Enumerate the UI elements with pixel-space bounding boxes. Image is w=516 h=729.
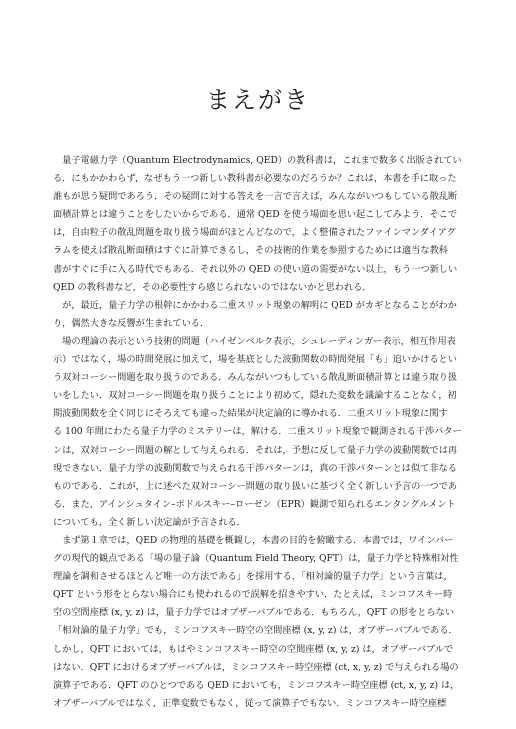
text-line: いをしたい．双対コーシー問題を取り扱うことにより初めて，隠れた変数を議論することなく，初 xyxy=(53,390,457,402)
page-title: まえがき xyxy=(206,86,310,114)
text-line: しかし，QFT においては，もはやミンコフスキー時空の空間座標 (x, y, z) は，オブザーバブルで xyxy=(53,643,454,655)
text-line: まず第１章では，QED の物理的基礎を概観し，本書の目的を俯瞰する．本書では，ワインバー xyxy=(53,534,454,546)
text-line: ものである．これが，上に述べた双対コーシー問題の取り扱いに基づく全く新しい予言の一つであ xyxy=(53,480,458,492)
text-line: 演算子である．QFT のひとつである QED においても，ミンコフスキー時空座標 (ct, x, y, z) は， xyxy=(53,679,460,691)
text-line: ラムを使えば散乱断面積はすぐに計算できるし，その技術的作業を参照するためには適当な教科 xyxy=(53,245,448,257)
preface-body xyxy=(53,152,463,713)
text-line: る．また，アインシュタイン–ポドルスキー–ローゼン（EPR）観測で知られるエンタングルメント xyxy=(53,498,456,510)
text-line: は，自由粒子の散乱問題を取り扱う場面がほとんどなので，よく整備されたファインマンダイアグ xyxy=(53,227,456,239)
text-line: 「相対論的量子力学」でも，ミンコフスキー時空の空間座標 (x, y, z) は，オブザーバブルである． xyxy=(53,625,458,637)
text-line: QED の教科書など，その必要性すら感じられないのではないかと思われる． xyxy=(53,281,372,293)
text-line: 理論を調和させるほとんど唯一の方法である」を採用する．「相対論的量子力学」という言葉は， xyxy=(53,571,453,583)
text-line: 空の空間座標 (x, y, z) は，量子力学ではオブザーバブルである．もちろん，QFT の形をとらない xyxy=(53,607,455,619)
text-line: 書がすぐに手に入る時代でもある．それ以外の QED の使い道の需要がない以上，もう一つ新しい xyxy=(53,263,458,275)
text-line: る．にもかかわらず，なぜもう一つ新しい教科書が必要なのだろうか？これは，本書を手に取った xyxy=(53,173,457,185)
text-line: についても，全く新しい決定論が予言される． xyxy=(53,516,246,528)
text-line: が，最近，量子力学の根幹にかかわる二重スリット現象の解明に QED がカギとなることがわか xyxy=(53,299,457,311)
text-line: オブザーバブルではなく，正準変数でもなく，従って演算子でもない．ミンコフスキー時空座標 xyxy=(53,697,447,709)
text-line: 期波動関数を全く同じにそろえても違った結果が決定論的に導かれる．二重スリット現象に関す xyxy=(53,408,448,420)
text-line: 量子電磁力学（Quantum Electrodynamics, QED）の教科書は，これまで数多く出版されてい xyxy=(53,155,462,166)
text-line: う双対コーシー問題を取り扱うのである．みんながいつもしている散乱断面積計算とは違う取り扱 xyxy=(53,372,458,384)
text-line: 現できない．量子力学の波動関数で与えられる干渉パターンは，真の干渉パターンとは似て非なる xyxy=(53,462,457,474)
text-line: ンは，双対コーシー問題の解として与えられる．それは，予想に反して量子力学の波動関数では再 xyxy=(53,444,458,456)
text-line: グの現代的観点である「場の量子論（Quantum Field Theory, QFT）は，量子力学と特殊相対性 xyxy=(53,553,459,565)
text-line: 場の理論の表示という技術的問題（ハイゼンベルク表示，シュレーディンガー表示，相互作用表 xyxy=(53,335,456,347)
text-line: 示）ではなく，場の時間発展に加えて，場を基底とした波動関数の時間発展「も」追いかけるとい xyxy=(53,354,457,366)
text-line: り，偶然大きな反響が生まれている． xyxy=(53,317,210,329)
text-line: はない．QFT におけるオブザーバブルは，ミンコフスキー時空座標 (ct, x, y, z) で与えられる場の xyxy=(53,661,459,673)
text-line: 面積計算とは違うことをしたいからである．通常 QED を使う場面を思い起こしてみよう．そこで xyxy=(53,209,458,221)
text-line: る 100 年間にわたる量子力学のミステリーは，解ける．二重スリット現象で観測される干渉パター xyxy=(53,426,462,438)
text-line: 誰もが思う疑問であろう．その疑問に対する答えを一言で言えば，みんながいつもしている散乱断 xyxy=(53,191,458,203)
text-line: QFT という形をとらない場合にも使われるので誤解を招きやすい．たとえば，ミンコフスキー時 xyxy=(53,589,453,601)
